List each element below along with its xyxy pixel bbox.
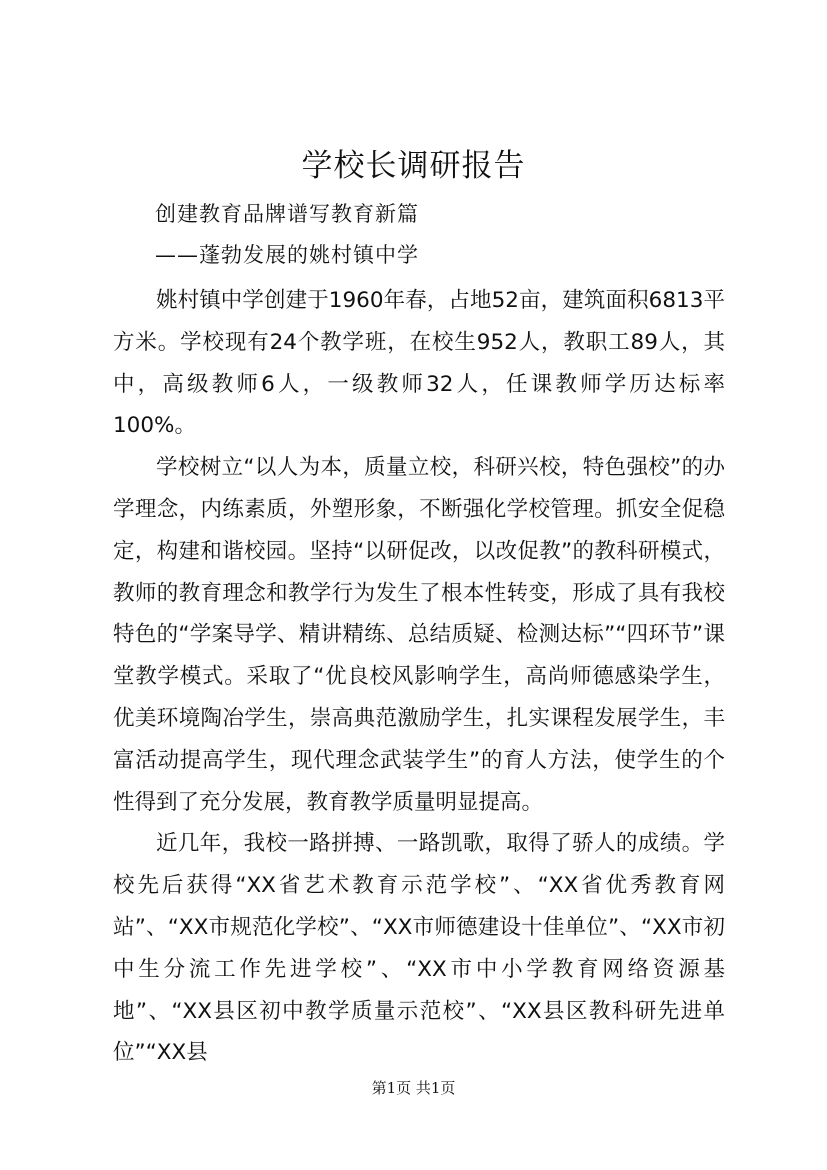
paragraph: 学校树立“以人为本，质量立校，科研兴校，特色强校”的办学理念，内练素质，外塑形象，不断强化学校管理。抓安全促稳定，构建和谐校园。坚持“以研促改，以改促教”的教科研模式，教师的教育理念和教学行为发生了根本性转变，形成了具有我校特色的“学案导学、精讲精练、总结质疑、检测达标”“四环节”课堂教学模式。采取了“优良校风影响学生，高尚师德感染学生，优美环境陶冶学生，崇高典范激励学生，扎实课程发展学生，丰富活动提高学生，现代理念武装学生”的育人方法，使学生的个性得到了充分发展，教育教学质量明显提高。 — [113, 455, 725, 815]
document-title: 学校长调研报告 — [301, 148, 526, 184]
paragraph: 近几年，我校一路拼搏、一路凯歌，取得了骄人的成绩。学校先后获得“XX省艺术教育示范学校”、“XX省优秀教育网站”、“XX市规范化学校”、“XX市师德建设十佳单位”、“XX市初中生分流工作先进学校”、“XX市中小学教育网络资源基地”、“XX县区初中教学质量示范校”、“XX县区教科研先进单位”“XX县 — [113, 831, 725, 1066]
page-number-footer: 第1页 共1页 — [371, 1079, 456, 1097]
document-body — [113, 280, 725, 1074]
paragraph: 姚村镇中学创建于1960年春，占地52亩，建筑面积6813平方米。学校现有24个教学班，在校生952人，教职工89人，其中，高级教师6人，一级教师32人，任课教师学历达标率100%。 — [113, 288, 725, 439]
document-subtitle: 创建教育品牌谱写教育新篇 — [155, 202, 419, 226]
document-subtitle-secondary: ——蓬勃发展的姚村镇中学 — [155, 243, 419, 267]
